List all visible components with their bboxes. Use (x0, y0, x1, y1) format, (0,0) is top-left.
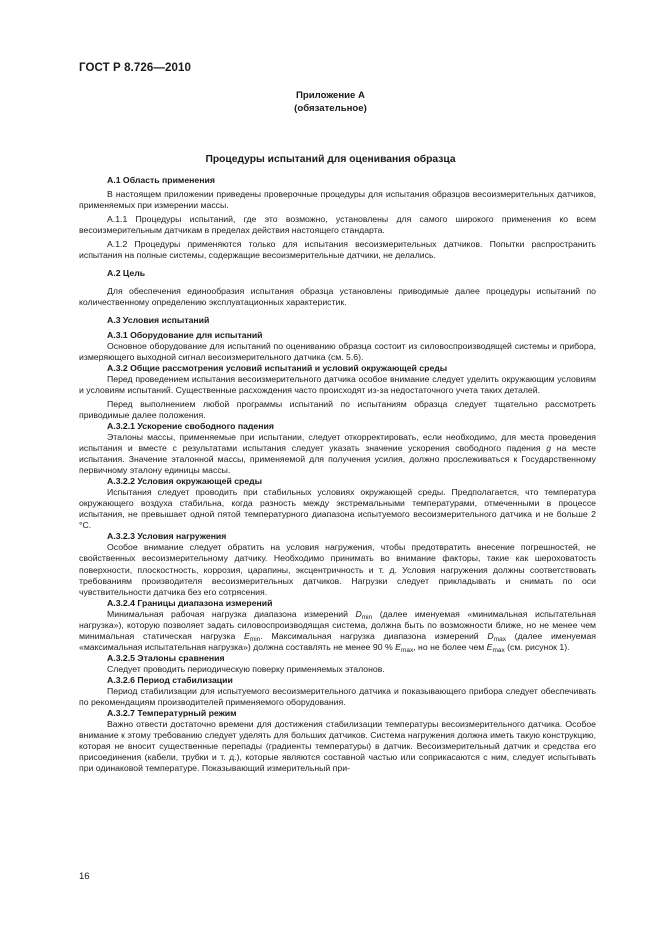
paragraph: Важно отвести достаточно времени для достижения стабилизации температуры весоизмерительного датчика. Особое внимание к этому требованию следует уделять для больших датчиков. Система нагружения должна иметь такую конструкцию, которая не вносит существенные перепады (градиенты температуры) в датчик. Весоизмерительный датчик и средства его присоединения (кабели, трубки и т. д.), которые являются составной частью или соприкасаются с ним, следует испытывать при одинаковой температуре. Показывающий измерительный при- (79, 719, 596, 774)
paragraph: В настоящем приложении приведены проверочные процедуры для испытания образцов весоизмерительных датчиков, применяемых при измерении массы. (79, 189, 596, 211)
appendix-status: (обязательное) (294, 102, 367, 114)
section-a32-heading: А.3.2 Общие рассмотрения условий испытаний и условий окружающей среды (107, 362, 448, 373)
section-a327-heading: А.3.2.7 Температурный режим (107, 708, 237, 719)
paragraph: Перед выполнением любой программы испытаний по испытаниям образца следует тщательно рассмотреть приводимые далее положения. (79, 398, 596, 420)
section-a3-heading: А.3 Условия испытаний (107, 315, 210, 326)
paragraph: А.1.1 Процедуры испытаний, где это возможно, установлены для самого широкого применения ко всем весоизмерительным датчикам в пределах действия настоящего стандарта. (79, 214, 596, 236)
paragraph: Перед проведением испытания весоизмерительного датчика особое внимание следует уделить окружающим условиям и условиям испытаний. Существенные расхождения часто происходят из-за недостаточного учета таких деталей. (79, 373, 596, 395)
section-a325-heading: А.3.2.5 Эталоны сравнения (107, 652, 225, 663)
section-a31-heading: А.3.1 Оборудование для испытаний (107, 329, 263, 340)
paragraph: Период стабилизации для испытуемого весоизмерительного датчика и показывающего прибора следует обеспечивать по рекомендациям производителей применяемого оборудования. (79, 686, 596, 708)
paragraph: Для обеспечения единообразия испытания образца установлены приводимые далее процедуры испытаний по количественному определению эксплуатационных характеристик. (79, 286, 596, 308)
paragraph: Испытания следует проводить при стабильных условиях окружающей среды. Предполагается, что температура окружающего воздуха стабильна, когда разность между экстремальными температурами, отмеченными в процессе испытания, не превышает одной пятой температурного диапазона испытуемого весоизмерительного датчика и не больше 2 °С. (79, 487, 596, 531)
paragraph: Особое внимание следует обратить на условия нагружения, чтобы предотвратить внесение погрешностей, не свойственных весоизмерительному датчику. Необходимо принимать во внимание факторы, такие как шероховатость поверхности, плоскостность, коррозия, царапины, эксцентричность и т. д. Условия нагружения должны соответствовать требованиям производителя весоизмерительных датчиков. Нагрузки следует прикладывать и снимать по оси чувствительности датчика без его сотрясения. (79, 542, 596, 597)
section-a321-heading: А.3.2.1 Ускорение свободного падения (107, 420, 274, 431)
paragraph: Эталоны массы, применяемые при испытании, следует откорректировать, если необходимо, для места проведения испытания и вместе с результатами испытания следует указать значение ускорения свободного падения g на месте испытания. Значение эталонной массы, применяемой для получения усилия, должно прослеживаться к Государственному первичному эталону единицы массы. (79, 431, 596, 476)
page-number: 16 (79, 871, 90, 882)
appendix-title: Приложение А (296, 90, 365, 101)
section-a323-heading: А.3.2.3 Условия нагружения (107, 531, 227, 542)
section-a324-heading: А.3.2.4 Границы диапазона измерений (107, 597, 273, 608)
appendix-heading (0, 90, 661, 115)
section-a1-heading: А.1 Область применения (107, 175, 215, 185)
document-title: Процедуры испытаний для оценивания образца (205, 154, 456, 165)
document-body (79, 175, 596, 774)
standard-header: ГОСТ Р 8.726—2010 (79, 62, 191, 74)
paragraph: Следует проводить периодическую поверку применяемых эталонов. (107, 663, 385, 674)
section-a2-heading: А.2 Цель (107, 268, 146, 279)
paragraph: А.1.2 Процедуры применяются только для испытания весоизмерительных датчиков. Попытки распространить испытания на полные системы, содержащие весоизмерительные датчики, не делались. (79, 239, 596, 261)
section-a322-heading: А.3.2.2 Условия окружающей среды (107, 476, 263, 487)
paragraph: Основное оборудование для испытаний по оцениванию образца состоит из силовоспроизводящей системы и прибора, измеряющего выходной сигнал весоизмерительного датчика (см. 5.6). (79, 340, 596, 362)
paragraph: Минимальная рабочая нагрузка диапазона измерений $D_{min}$ (далее именуемая «минимальная испытательная нагрузка»), которую позволяет задать силовоспроизводящая система, должна быть по возможности ближе, но не менее чем минимальная статическая нагрузка $E_{min}$. Максимальная нагрузка диапазона измерений $D_{max}$ (далее именуемая «максимальная испытательная нагрузка») должна составлять не менее 90 % $E_{max}$, но не более чем $E_{max}$ (см. рисунок 1). (79, 608, 596, 654)
section-a326-heading: А.3.2.6 Период стабилизации (107, 674, 233, 685)
